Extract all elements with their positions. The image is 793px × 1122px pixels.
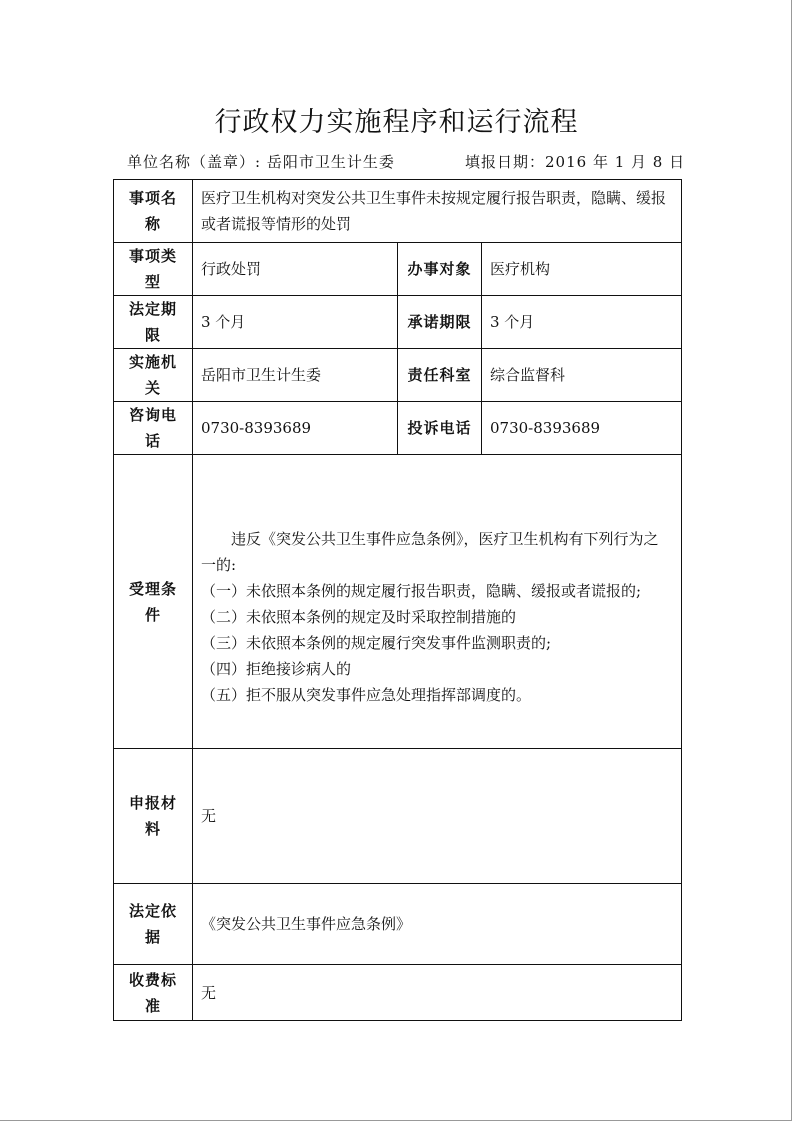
legal-term-label: 法定期限 <box>114 296 193 349</box>
complaint-phone-value: 0730-8393689 <box>482 402 682 455</box>
item-name-value: 医疗卫生机构对突发公共卫生事件未按规定履行报告职责，隐瞒、缓报或者谎报等情形的处罚 <box>193 180 682 243</box>
row-legal-basis <box>114 884 682 965</box>
consult-phone-label: 咨询电话 <box>114 402 193 455</box>
promised-term-value: 3 个月 <box>482 296 682 349</box>
materials-value: 无 <box>193 749 682 884</box>
row-fee-standard <box>114 965 682 1021</box>
conditions-label: 受理条件 <box>114 455 193 749</box>
item-type-label: 事项类型 <box>114 243 193 296</box>
agency-label: 实施机关 <box>114 349 193 402</box>
row-item-name <box>114 180 682 243</box>
row-item-type <box>114 243 682 296</box>
conditions-intro: 违反《突发公共卫生事件应急条例》，医疗卫生机构有下列行为之一的: <box>201 529 659 574</box>
row-materials <box>114 749 682 884</box>
target-label: 办事对象 <box>398 243 482 296</box>
department-value: 综合监督科 <box>482 349 682 402</box>
fee-standard-value: 无 <box>193 965 682 1021</box>
agency-value: 岳阳市卫生计生委 <box>193 349 398 402</box>
legal-term-value: 3 个月 <box>193 296 398 349</box>
consult-phone-value: 0730-8393689 <box>193 402 398 455</box>
row-conditions <box>114 455 682 749</box>
condition-item: （五）拒不服从突发事件应急处理指挥部调度的。 <box>201 685 532 704</box>
condition-item: （四）拒绝接诊病人的 <box>201 659 352 678</box>
item-type-value: 行政处罚 <box>193 243 398 296</box>
item-name-label: 事项名称 <box>114 180 193 243</box>
row-terms <box>114 296 682 349</box>
conditions-content <box>193 455 682 749</box>
legal-basis-label: 法定依据 <box>114 884 193 965</box>
department-label: 责任科室 <box>398 349 482 402</box>
unit-name-line: 单位名称（盖章）: 岳阳市卫生计生委 <box>127 153 395 171</box>
fill-date-line: 填报日期：2016 年 1 月 8 日 <box>465 153 686 171</box>
fee-standard-label: 收费标准 <box>114 965 193 1021</box>
target-value: 医疗机构 <box>482 243 682 296</box>
condition-item: （二）未依照本条例的规定及时采取控制措施的 <box>201 607 517 626</box>
condition-item: （三）未依照本条例的规定履行突发事件监测职责的; <box>201 633 552 652</box>
row-phones <box>114 402 682 455</box>
row-agency <box>114 349 682 402</box>
power-procedure-table <box>113 179 682 1021</box>
legal-basis-value: 《突发公共卫生事件应急条例》 <box>193 884 682 965</box>
complaint-phone-label: 投诉电话 <box>398 402 482 455</box>
page-title: 行政权力实施程序和运行流程 <box>214 107 579 138</box>
materials-label: 申报材料 <box>114 749 193 884</box>
promised-term-label: 承诺期限 <box>398 296 482 349</box>
condition-item: （一）未依照本条例的规定履行报告职责，隐瞒、缓报或者谎报的; <box>201 581 642 600</box>
